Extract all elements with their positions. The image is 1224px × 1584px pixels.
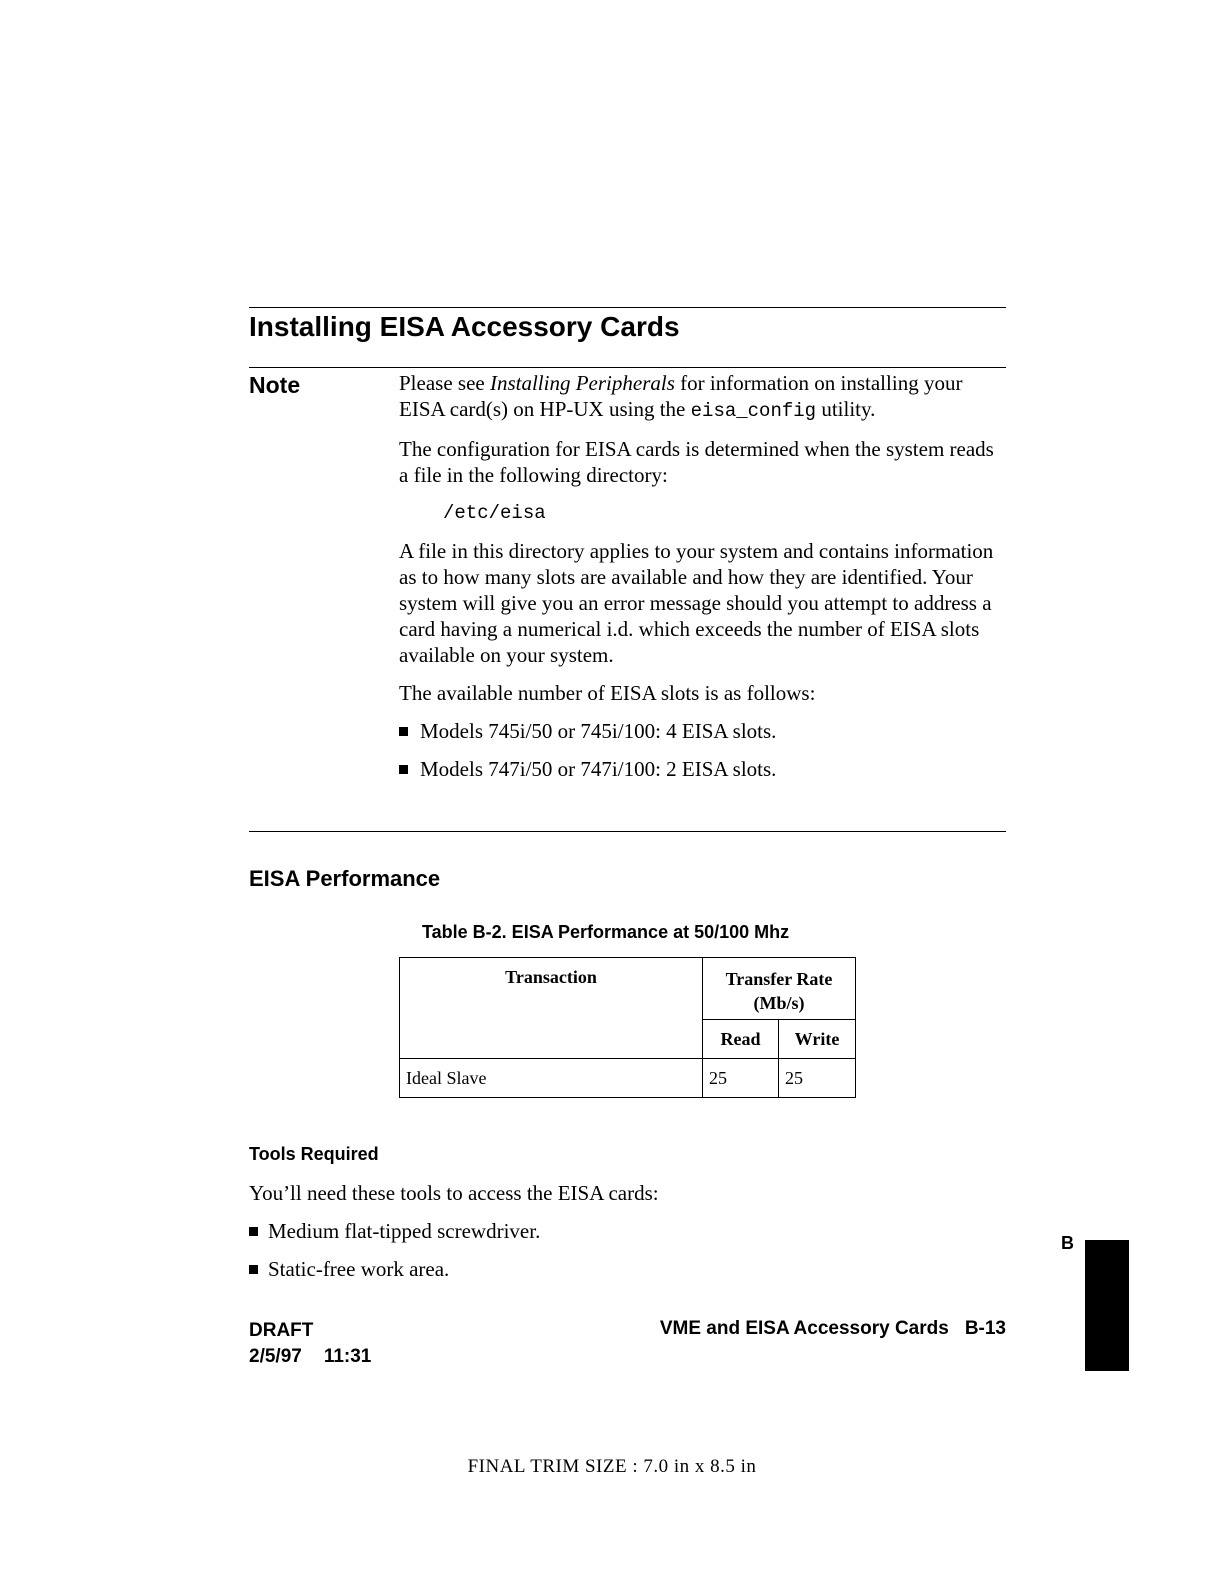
note-paragraph-1	[399, 370, 999, 424]
tools-section	[249, 1180, 949, 1294]
note-paragraph-2: The configuration for EISA cards is determined when the system reads a file in the following directory:	[399, 437, 994, 487]
footer-chapter-info	[638, 1318, 1006, 1340]
trim-size-note: FINAL TRIM SIZE : 7.0 in x 8.5 in	[467, 1456, 757, 1477]
bullet-square-icon	[399, 765, 408, 774]
table-row	[400, 1059, 856, 1098]
chapter-tab-letter: B	[1061, 1233, 1074, 1253]
note-bottom-rule	[249, 831, 1006, 832]
list-item-text: Static-free work area.	[268, 1257, 450, 1281]
section-title: Installing EISA Accessory Cards	[249, 311, 680, 342]
bullet-square-icon	[249, 1227, 258, 1236]
eisa-config-code: eisa_config	[690, 400, 817, 422]
note-p1-text-c: utility.	[816, 397, 876, 421]
note-body	[399, 370, 999, 794]
column-header-write: Write	[779, 1020, 856, 1059]
installing-peripherals-reference: Installing Peripherals	[489, 371, 675, 395]
footer-date: 2/5/97	[249, 1346, 302, 1367]
list-item	[399, 718, 999, 744]
performance-heading: EISA Performance	[249, 866, 441, 891]
list-item-text: Models 747i/50 or 747i/100: 2 EISA slots.	[420, 757, 777, 781]
page-number: B-13	[964, 1318, 1006, 1339]
top-rule	[249, 307, 1006, 308]
cell-read: 25	[703, 1059, 779, 1098]
note-paragraph-4: The available number of EISA slots is as follows:	[399, 681, 816, 705]
table-caption: Table B-2. EISA Performance at 50/100 Mhz	[422, 922, 790, 942]
transfer-rate-label: Transfer Rate (Mb/s)	[725, 969, 833, 1013]
bullet-square-icon	[399, 727, 408, 736]
list-item	[249, 1256, 949, 1282]
column-header-transaction: Transaction	[400, 958, 703, 1059]
list-item-text: Models 745i/50 or 745i/100: 4 EISA slots.	[420, 719, 777, 743]
tools-heading: Tools Required	[249, 1144, 379, 1164]
cell-transaction: Ideal Slave	[400, 1059, 703, 1098]
slot-list	[399, 718, 999, 782]
note-label: Note	[249, 372, 301, 398]
footer-datetime	[249, 1344, 371, 1370]
column-header-transfer-rate	[703, 958, 856, 1020]
column-header-read: Read	[703, 1020, 779, 1059]
footer-draft-info	[249, 1318, 371, 1370]
footer-chapter: VME and EISA Accessory Cards	[659, 1318, 949, 1339]
footer-time: 11:31	[323, 1346, 372, 1367]
list-item	[399, 756, 999, 782]
tools-list	[249, 1218, 949, 1282]
note-paragraph-3: A file in this directory applies to your system and contains information as to how many slots are available and how they are identified. Your system will give you an error message should you attempt to address a card having a numerical i.d. which exceeds the number of EISA slots available on your system.	[399, 539, 994, 667]
directory-path: /etc/eisa	[443, 502, 546, 524]
chapter-tab-marker	[1085, 1240, 1129, 1371]
bullet-square-icon	[249, 1265, 258, 1274]
note-p1-text-a: Please see	[399, 371, 490, 395]
note-top-rule	[249, 367, 1006, 368]
list-item-text: Medium flat-tipped screwdriver.	[268, 1219, 541, 1243]
tools-intro: You’ll need these tools to access the EISA cards:	[249, 1181, 659, 1205]
footer-status: DRAFT	[249, 1320, 314, 1341]
list-item	[249, 1218, 949, 1244]
cell-write: 25	[779, 1059, 856, 1098]
note-p1-text-b: for information on installing your EISA card(s) on HP-UX using the	[399, 371, 963, 421]
performance-table	[399, 957, 856, 1098]
